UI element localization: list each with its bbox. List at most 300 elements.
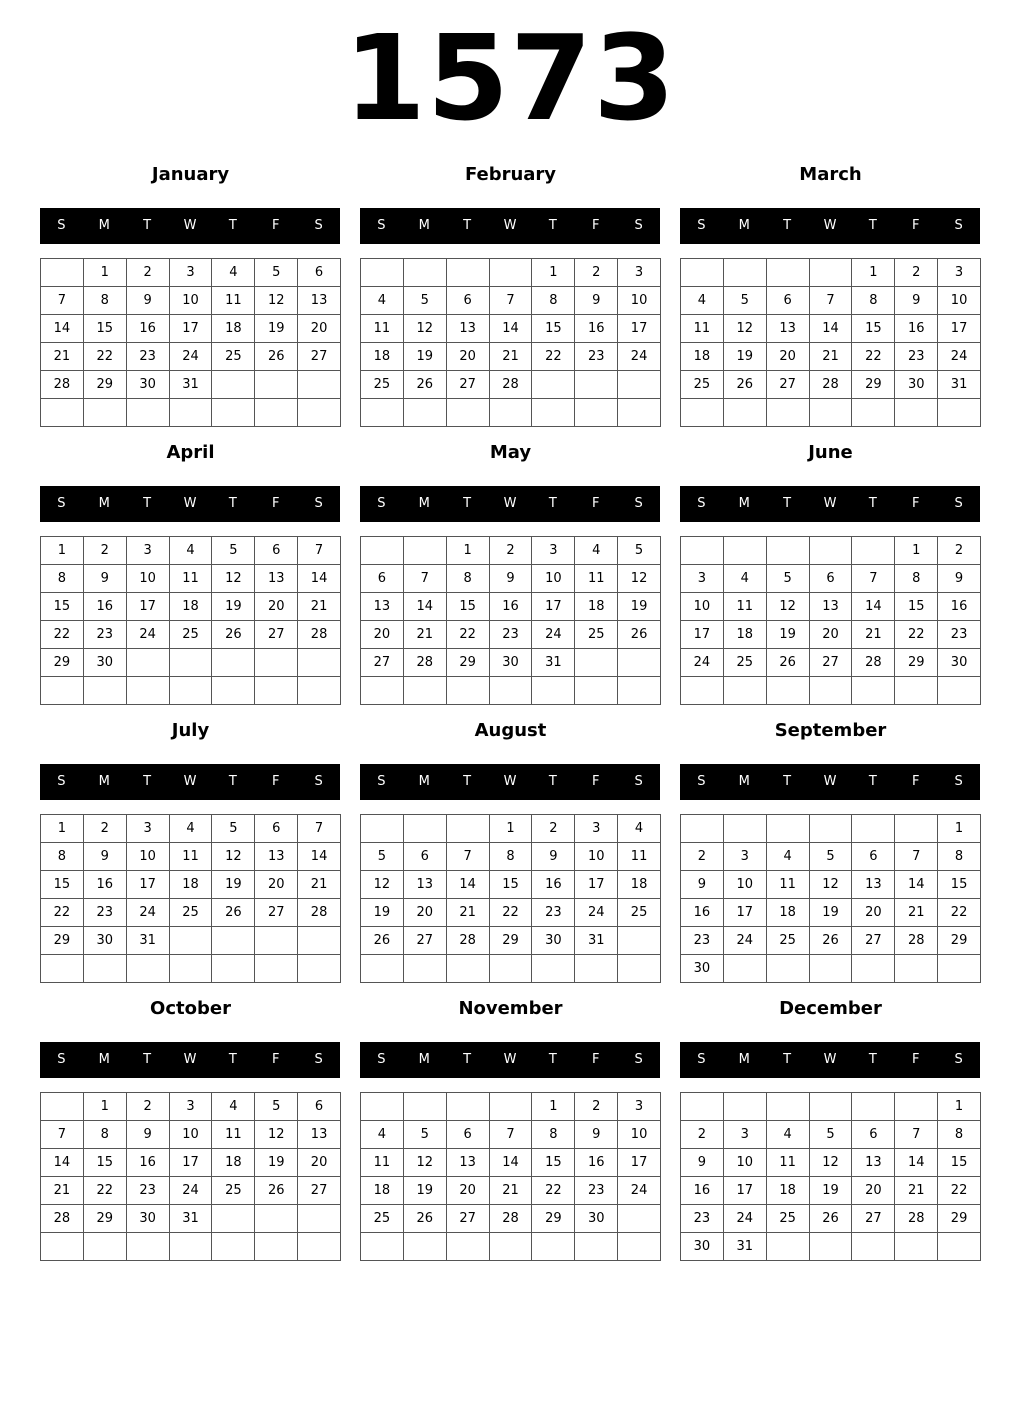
day-cell: 23 (938, 621, 981, 649)
day-cell: 3 (618, 1093, 661, 1121)
empty-day-cell (895, 815, 938, 843)
empty-day-cell (41, 1233, 84, 1261)
day-cell: 5 (404, 1121, 447, 1149)
day-cell: 5 (810, 1121, 853, 1149)
day-cell: 29 (490, 927, 533, 955)
weekday-label: S (57, 1052, 66, 1067)
empty-day-cell (767, 815, 810, 843)
day-cell: 23 (532, 899, 575, 927)
day-cell: 11 (212, 287, 255, 315)
day-cell: 25 (767, 927, 810, 955)
month-name: May (489, 442, 532, 463)
weekday-label: S (697, 496, 706, 511)
day-cell: 28 (852, 649, 895, 677)
day-cell: 16 (490, 593, 533, 621)
empty-day-cell (361, 1093, 404, 1121)
weekday-label: T (463, 218, 472, 233)
weekday-label: F (911, 774, 920, 789)
day-cell: 9 (127, 287, 170, 315)
empty-day-cell (255, 399, 298, 427)
day-cell: 13 (852, 1149, 895, 1177)
day-cell: 13 (852, 871, 895, 899)
weekday-label: S (697, 774, 706, 789)
day-cell: 5 (255, 1093, 298, 1121)
weekday-label: F (591, 1052, 600, 1067)
day-cell: 15 (532, 1149, 575, 1177)
empty-day-cell (810, 677, 853, 705)
day-cell: 13 (255, 843, 298, 871)
day-cell: 15 (84, 1149, 127, 1177)
empty-day-cell (447, 1233, 490, 1261)
empty-day-cell (938, 955, 981, 983)
empty-day-cell (681, 677, 724, 705)
month-name: September (774, 720, 887, 741)
weekday-label: T (463, 496, 472, 511)
day-cell: 10 (618, 287, 661, 315)
day-cell: 27 (447, 1205, 490, 1233)
empty-day-cell (724, 815, 767, 843)
day-cell: 21 (41, 343, 84, 371)
empty-day-cell (618, 399, 661, 427)
day-cell: 19 (404, 1177, 447, 1205)
empty-day-cell (255, 955, 298, 983)
weekday-label: M (98, 218, 110, 233)
day-cell: 19 (767, 621, 810, 649)
day-cell: 16 (938, 593, 981, 621)
day-cell: 11 (170, 565, 213, 593)
empty-day-cell (404, 1233, 447, 1261)
day-cell: 18 (575, 593, 618, 621)
empty-day-cell (810, 1093, 853, 1121)
weekday-header-bar (40, 486, 340, 522)
day-cell: 28 (298, 621, 341, 649)
day-cell: 27 (852, 1205, 895, 1233)
day-cell: 4 (170, 815, 213, 843)
day-cell: 15 (895, 593, 938, 621)
day-cell: 27 (404, 927, 447, 955)
day-cell: 13 (361, 593, 404, 621)
day-cell: 20 (767, 343, 810, 371)
weekday-label: T (143, 496, 152, 511)
day-cell: 24 (618, 343, 661, 371)
day-cell: 1 (490, 815, 533, 843)
day-cell: 20 (852, 899, 895, 927)
day-cell: 2 (575, 1093, 618, 1121)
day-cell: 25 (170, 899, 213, 927)
day-cell: 31 (532, 649, 575, 677)
empty-day-cell (127, 955, 170, 983)
empty-day-cell (532, 1233, 575, 1261)
day-cell: 19 (810, 1177, 853, 1205)
day-cell: 28 (895, 1205, 938, 1233)
day-cell: 24 (170, 1177, 213, 1205)
month-name: January (151, 164, 230, 185)
day-cell: 14 (490, 1149, 533, 1177)
day-cell: 20 (810, 621, 853, 649)
empty-day-cell (575, 399, 618, 427)
day-cell: 28 (447, 927, 490, 955)
day-cell: 6 (255, 537, 298, 565)
empty-day-cell (575, 649, 618, 677)
day-cell: 7 (41, 1121, 84, 1149)
day-cell: 25 (767, 1205, 810, 1233)
weekday-header-bar (360, 764, 660, 800)
weekday-label: T (868, 496, 877, 511)
weekday-label: F (591, 774, 600, 789)
empty-day-cell (41, 399, 84, 427)
weekday-label: W (503, 496, 517, 511)
day-cell: 16 (681, 899, 724, 927)
day-cell: 12 (212, 843, 255, 871)
day-cell: 16 (532, 871, 575, 899)
day-cell: 22 (490, 899, 533, 927)
day-grid (40, 1092, 341, 1261)
weekday-label: S (697, 218, 706, 233)
day-cell: 14 (852, 593, 895, 621)
day-cell: 2 (681, 1121, 724, 1149)
empty-day-cell (127, 399, 170, 427)
day-cell: 27 (255, 621, 298, 649)
day-cell: 5 (810, 843, 853, 871)
empty-day-cell (170, 1233, 213, 1261)
weekday-label: F (591, 496, 600, 511)
empty-day-cell (404, 1093, 447, 1121)
empty-day-cell (361, 955, 404, 983)
day-cell: 5 (618, 537, 661, 565)
weekday-label: M (98, 496, 110, 511)
day-cell: 23 (681, 1205, 724, 1233)
day-cell: 5 (767, 565, 810, 593)
day-cell: 8 (938, 1121, 981, 1149)
day-cell: 19 (212, 871, 255, 899)
weekday-label: S (377, 774, 386, 789)
day-cell: 13 (810, 593, 853, 621)
weekday-label: S (954, 774, 963, 789)
day-cell: 3 (127, 815, 170, 843)
day-cell: 6 (255, 815, 298, 843)
weekday-label: F (271, 218, 280, 233)
day-cell: 11 (724, 593, 767, 621)
empty-day-cell (618, 649, 661, 677)
day-cell: 4 (212, 1093, 255, 1121)
weekday-label: F (591, 218, 600, 233)
weekday-label: T (228, 218, 237, 233)
day-cell: 7 (852, 565, 895, 593)
day-cell: 18 (212, 1149, 255, 1177)
day-cell: 30 (84, 649, 127, 677)
day-cell: 6 (447, 1121, 490, 1149)
weekday-label: M (738, 496, 750, 511)
day-cell: 8 (895, 565, 938, 593)
day-cell: 28 (895, 927, 938, 955)
day-cell: 7 (298, 815, 341, 843)
empty-day-cell (255, 371, 298, 399)
empty-day-cell (361, 399, 404, 427)
day-cell: 26 (361, 927, 404, 955)
day-cell: 24 (618, 1177, 661, 1205)
weekday-label: S (377, 1052, 386, 1067)
day-cell: 11 (361, 1149, 404, 1177)
day-cell: 16 (681, 1177, 724, 1205)
day-cell: 22 (895, 621, 938, 649)
empty-day-cell (852, 955, 895, 983)
day-cell: 9 (681, 871, 724, 899)
day-cell: 4 (618, 815, 661, 843)
day-cell: 1 (532, 259, 575, 287)
day-cell: 3 (938, 259, 981, 287)
weekday-label: W (503, 774, 517, 789)
day-cell: 6 (404, 843, 447, 871)
empty-day-cell (852, 677, 895, 705)
day-cell: 23 (490, 621, 533, 649)
day-cell: 27 (852, 927, 895, 955)
weekday-label: S (314, 1052, 323, 1067)
weekday-label: T (228, 774, 237, 789)
day-cell: 17 (127, 593, 170, 621)
day-cell: 19 (810, 899, 853, 927)
day-cell: 8 (84, 287, 127, 315)
day-cell: 26 (404, 371, 447, 399)
empty-day-cell (298, 677, 341, 705)
day-cell: 28 (404, 649, 447, 677)
day-cell: 23 (127, 1177, 170, 1205)
day-cell: 10 (938, 287, 981, 315)
day-cell: 29 (84, 371, 127, 399)
empty-day-cell (170, 399, 213, 427)
weekday-label: M (98, 774, 110, 789)
empty-day-cell (767, 537, 810, 565)
day-cell: 30 (681, 955, 724, 983)
empty-day-cell (767, 677, 810, 705)
weekday-label: S (634, 774, 643, 789)
weekday-label: S (377, 218, 386, 233)
empty-day-cell (84, 399, 127, 427)
empty-day-cell (447, 259, 490, 287)
day-cell: 14 (895, 1149, 938, 1177)
day-cell: 11 (170, 843, 213, 871)
weekday-label: W (183, 218, 197, 233)
day-cell: 7 (41, 287, 84, 315)
weekday-label: T (868, 1052, 877, 1067)
empty-day-cell (170, 955, 213, 983)
empty-day-cell (447, 677, 490, 705)
weekday-label: F (911, 218, 920, 233)
day-cell: 23 (575, 343, 618, 371)
day-cell: 21 (447, 899, 490, 927)
day-cell: 16 (127, 1149, 170, 1177)
day-cell: 17 (575, 871, 618, 899)
day-cell: 6 (810, 565, 853, 593)
empty-day-cell (298, 1205, 341, 1233)
empty-day-cell (361, 1233, 404, 1261)
day-cell: 2 (938, 537, 981, 565)
day-cell: 15 (490, 871, 533, 899)
weekday-header-bar (360, 208, 660, 244)
day-cell: 10 (618, 1121, 661, 1149)
day-cell: 23 (127, 343, 170, 371)
day-cell: 17 (724, 899, 767, 927)
day-cell: 17 (938, 315, 981, 343)
day-grid (360, 536, 661, 705)
day-cell: 31 (724, 1233, 767, 1261)
day-cell: 23 (575, 1177, 618, 1205)
empty-day-cell (127, 649, 170, 677)
day-cell: 25 (361, 371, 404, 399)
empty-day-cell (212, 371, 255, 399)
weekday-label: M (418, 774, 430, 789)
empty-day-cell (767, 399, 810, 427)
day-cell: 10 (575, 843, 618, 871)
day-cell: 22 (41, 621, 84, 649)
day-cell: 29 (938, 927, 981, 955)
day-cell: 6 (298, 1093, 341, 1121)
weekday-label: T (783, 774, 792, 789)
day-cell: 1 (895, 537, 938, 565)
day-cell: 24 (724, 1205, 767, 1233)
empty-day-cell (724, 259, 767, 287)
empty-day-cell (810, 537, 853, 565)
empty-day-cell (618, 371, 661, 399)
day-cell: 3 (681, 565, 724, 593)
day-cell: 9 (938, 565, 981, 593)
day-cell: 2 (895, 259, 938, 287)
empty-day-cell (681, 537, 724, 565)
day-cell: 30 (895, 371, 938, 399)
day-cell: 27 (447, 371, 490, 399)
day-grid (680, 536, 981, 705)
weekday-label: W (503, 1052, 517, 1067)
day-cell: 15 (852, 315, 895, 343)
day-cell: 26 (212, 899, 255, 927)
empty-day-cell (681, 399, 724, 427)
day-cell: 10 (127, 565, 170, 593)
day-cell: 9 (681, 1149, 724, 1177)
day-cell: 31 (575, 927, 618, 955)
empty-day-cell (404, 955, 447, 983)
weekday-label: T (463, 774, 472, 789)
day-cell: 7 (404, 565, 447, 593)
day-cell: 20 (361, 621, 404, 649)
day-cell: 26 (810, 1205, 853, 1233)
month-name: February (464, 164, 557, 185)
day-cell: 8 (852, 287, 895, 315)
day-cell: 12 (404, 315, 447, 343)
empty-day-cell (895, 1233, 938, 1261)
day-cell: 25 (681, 371, 724, 399)
empty-day-cell (490, 259, 533, 287)
empty-day-cell (404, 259, 447, 287)
day-cell: 10 (170, 1121, 213, 1149)
day-cell: 2 (575, 259, 618, 287)
weekday-label: F (911, 496, 920, 511)
day-cell: 24 (575, 899, 618, 927)
empty-day-cell (490, 955, 533, 983)
weekday-header-bar (40, 1042, 340, 1078)
empty-day-cell (361, 259, 404, 287)
empty-day-cell (84, 955, 127, 983)
day-cell: 2 (490, 537, 533, 565)
day-cell: 2 (127, 259, 170, 287)
empty-day-cell (852, 537, 895, 565)
day-cell: 19 (212, 593, 255, 621)
day-cell: 6 (361, 565, 404, 593)
weekday-label: S (954, 218, 963, 233)
weekday-label: S (634, 496, 643, 511)
empty-day-cell (810, 1233, 853, 1261)
day-cell: 29 (84, 1205, 127, 1233)
day-grid (360, 814, 661, 983)
empty-day-cell (895, 955, 938, 983)
day-cell: 17 (532, 593, 575, 621)
day-cell: 18 (724, 621, 767, 649)
day-cell: 12 (404, 1149, 447, 1177)
empty-day-cell (41, 677, 84, 705)
weekday-label: M (738, 774, 750, 789)
day-cell: 18 (170, 593, 213, 621)
day-cell: 2 (532, 815, 575, 843)
day-cell: 14 (41, 315, 84, 343)
day-cell: 1 (852, 259, 895, 287)
day-cell: 26 (810, 927, 853, 955)
day-cell: 31 (170, 371, 213, 399)
day-cell: 3 (532, 537, 575, 565)
day-cell: 14 (41, 1149, 84, 1177)
day-cell: 12 (724, 315, 767, 343)
day-cell: 12 (810, 871, 853, 899)
day-cell: 21 (895, 1177, 938, 1205)
day-cell: 17 (170, 315, 213, 343)
day-cell: 4 (212, 259, 255, 287)
weekday-header-bar (40, 208, 340, 244)
day-cell: 25 (618, 899, 661, 927)
weekday-label: S (634, 1052, 643, 1067)
empty-day-cell (532, 399, 575, 427)
day-cell: 11 (212, 1121, 255, 1149)
empty-day-cell (212, 927, 255, 955)
day-cell: 22 (938, 899, 981, 927)
day-cell: 8 (490, 843, 533, 871)
empty-day-cell (255, 1205, 298, 1233)
day-cell: 10 (724, 871, 767, 899)
day-cell: 25 (170, 621, 213, 649)
empty-day-cell (298, 399, 341, 427)
day-cell: 9 (127, 1121, 170, 1149)
day-cell: 5 (404, 287, 447, 315)
day-cell: 14 (895, 871, 938, 899)
weekday-label: S (314, 218, 323, 233)
empty-day-cell (447, 955, 490, 983)
weekday-label: S (57, 218, 66, 233)
day-cell: 13 (298, 287, 341, 315)
day-cell: 3 (127, 537, 170, 565)
weekday-label: T (783, 218, 792, 233)
empty-day-cell (532, 371, 575, 399)
day-cell: 22 (84, 343, 127, 371)
empty-day-cell (618, 955, 661, 983)
day-cell: 12 (255, 1121, 298, 1149)
day-cell: 8 (84, 1121, 127, 1149)
day-cell: 29 (447, 649, 490, 677)
day-grid (680, 258, 981, 427)
day-cell: 28 (298, 899, 341, 927)
day-cell: 18 (170, 871, 213, 899)
empty-day-cell (724, 537, 767, 565)
day-cell: 21 (895, 899, 938, 927)
day-cell: 1 (41, 537, 84, 565)
day-cell: 28 (490, 371, 533, 399)
day-cell: 15 (938, 1149, 981, 1177)
empty-day-cell (852, 1233, 895, 1261)
